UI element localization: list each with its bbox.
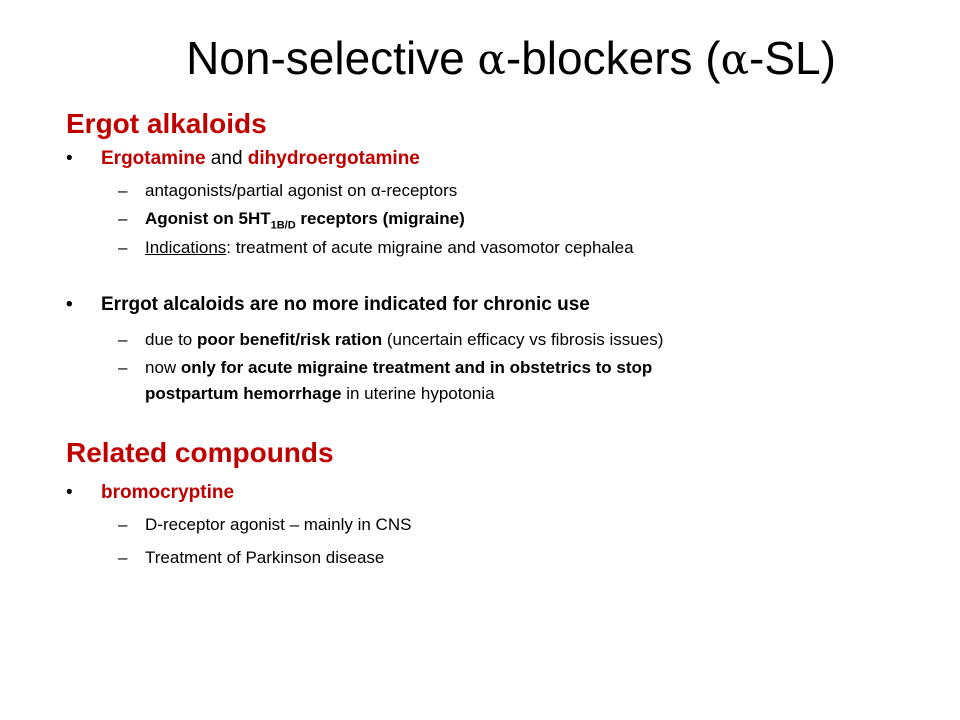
receptor-subscript: 1B/D bbox=[270, 219, 296, 232]
hemorrhage-bold: postpartum hemorrhage bbox=[145, 384, 342, 403]
sub-item-text bbox=[145, 384, 495, 404]
benefit-suffix: (uncertain efficacy vs fibrosis issues) bbox=[382, 330, 664, 349]
bullet-glyph: • bbox=[66, 148, 73, 169]
dash-glyph: – bbox=[118, 330, 128, 349]
sub-item-text: Treatment of Parkinson disease bbox=[145, 548, 385, 567]
acute-bold: only for acute migraine treatment and in obstetrics to stop bbox=[180, 358, 653, 377]
benefit-prefix: due to bbox=[145, 330, 197, 349]
bullet-text bbox=[101, 148, 420, 170]
term-bromocryptine: bromocryptine bbox=[101, 482, 235, 503]
conjunction: and bbox=[205, 148, 248, 169]
section-heading-ergot-alkaloids: Ergot alkaloids bbox=[66, 108, 267, 139]
alpha-symbol: α bbox=[477, 35, 506, 84]
bullet-glyph: • bbox=[66, 294, 73, 315]
bullet-glyph: • bbox=[66, 482, 73, 503]
dash-glyph: – bbox=[118, 515, 128, 534]
sub-item-text: antagonists/partial agonist on α-receptors bbox=[145, 181, 458, 200]
sub-item-text bbox=[145, 330, 663, 350]
title-part-2: -blockers ( bbox=[505, 32, 721, 84]
indications-text: : treatment of acute migraine and vasomotor cephalea bbox=[226, 238, 634, 257]
sub-item-text bbox=[145, 358, 652, 378]
acute-prefix: now bbox=[145, 358, 181, 377]
dash-glyph: – bbox=[118, 548, 128, 567]
dash-glyph: – bbox=[118, 181, 128, 200]
sub-item-text bbox=[145, 238, 634, 258]
alpha-symbol: α bbox=[720, 35, 749, 84]
term-dihydroergotamine: dihydroergotamine bbox=[247, 148, 420, 169]
term-ergotamine: Ergotamine bbox=[101, 148, 206, 169]
slide-title bbox=[0, 28, 960, 90]
agonist-prefix: Agonist on 5HT bbox=[145, 209, 271, 228]
hypotonia-text: in uterine hypotonia bbox=[341, 384, 495, 403]
title-part-1: Non-selective bbox=[186, 32, 478, 84]
benefit-bold: poor benefit/risk ration bbox=[197, 330, 383, 349]
dash-glyph: – bbox=[118, 209, 128, 228]
sub-item-text bbox=[145, 209, 465, 231]
dash-glyph: – bbox=[118, 238, 128, 257]
bullet-text: Errgot alcaloids are no more indicated for chronic use bbox=[101, 294, 590, 315]
sub-item-text: D-receptor agonist – mainly in CNS bbox=[145, 515, 412, 534]
dash-glyph: – bbox=[118, 358, 128, 377]
section-heading-related-compounds: Related compounds bbox=[66, 437, 334, 468]
indications-label: Indications bbox=[145, 238, 227, 257]
title-part-3: -SL) bbox=[749, 32, 836, 84]
agonist-suffix: receptors (migraine) bbox=[295, 209, 465, 228]
